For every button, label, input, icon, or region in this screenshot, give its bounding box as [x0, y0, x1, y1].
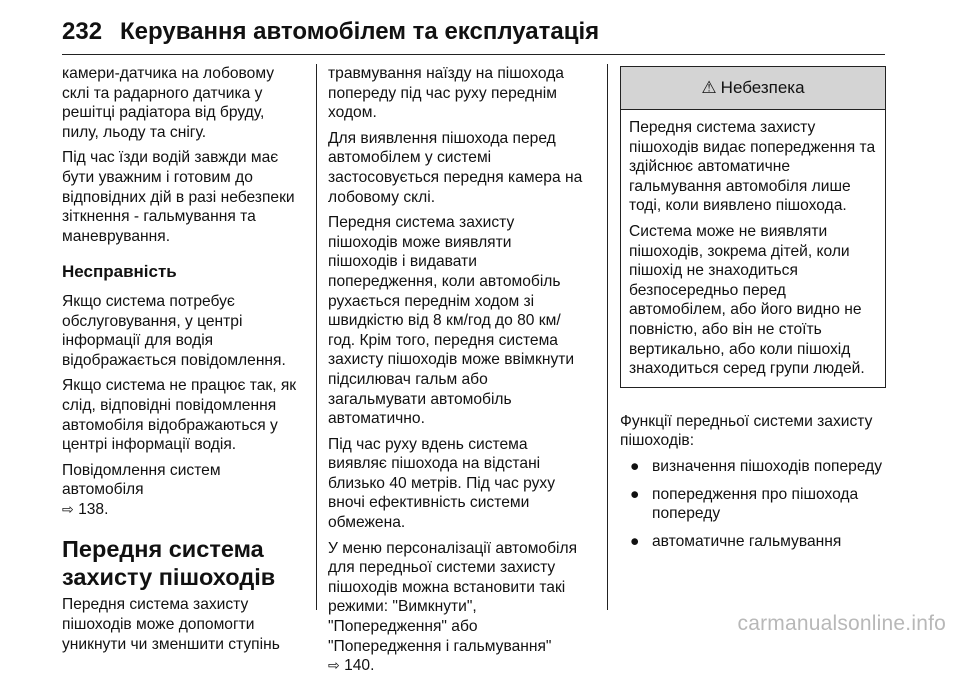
- page-number: 232: [62, 18, 103, 45]
- page-reference-arrow-icon: ⇨: [328, 657, 340, 674]
- warning-paragraph: Система може не виявляти пішоходів, зокрема дітей, коли пішохід не знаходиться безпосередньо перед автомобілем, або його видно не повністю, або він не стоїть вертикально, або коли пішохід знаходиться серед групи людей.: [629, 222, 865, 378]
- paragraph-with-reference: [328, 539, 584, 676]
- warning-header: [621, 67, 885, 110]
- paragraph-text: У меню персоналізації автомобіля для передньої системи захисту пішоходів можна встановити такі режими: "Вимкнути", "Попередження" або "Попередження і гальмування": [328, 539, 578, 655]
- bullet-icon: ●: [630, 532, 640, 550]
- column-left: [62, 64, 302, 660]
- paragraph-with-reference: [62, 461, 302, 520]
- section-heading-faults: Несправність: [62, 262, 177, 282]
- paragraph-text: Повідомлення систем автомобіля: [62, 461, 221, 499]
- column-divider: [316, 64, 317, 610]
- list-item: [620, 532, 886, 552]
- paragraph: Під час їзди водій завжди має бути уважним і готовим до відповідних дій в разі небезпеки зіткнення - гальмування та маневрування.: [62, 149, 295, 245]
- list-item-text: визначення пішоходів попереду: [652, 457, 883, 475]
- feature-list: [620, 457, 886, 551]
- bullet-icon: ●: [630, 457, 640, 475]
- column-right: [620, 64, 886, 559]
- paragraph: Функції передньої системи захисту пішоходів:: [620, 412, 873, 450]
- warning-body: [621, 110, 885, 387]
- page-reference-arrow-icon: ⇨: [62, 500, 74, 517]
- list-item: [620, 457, 886, 477]
- page-header: [62, 14, 885, 55]
- watermark: carmanualsonline.info: [737, 612, 946, 635]
- paragraph: Якщо система потребує обслуговування, у центрі інформації для водія відображається повідомлення.: [62, 292, 286, 369]
- paragraph: Передня система захисту пішоходів може виявляти пішоходів і видавати попередження, коли автомобіль рухається переднім ходом зі швидкістю від 8 км/год до 80 км/год. Крім того, передня система захисту пішоходів може ввімкнути підсилювач гальм або загальмувати автомобіль автоматично.: [328, 214, 575, 428]
- warning-title: Небезпека: [720, 78, 805, 98]
- list-item-text: попередження про пішохода попереду: [652, 485, 859, 523]
- bullet-icon: ●: [630, 485, 640, 503]
- column-divider: [607, 64, 608, 610]
- page-reference-link[interactable]: 140.: [344, 657, 375, 675]
- paragraph: травмування наїзду на пішохода попереду під час руху переднім ходом.: [328, 65, 564, 122]
- paragraph: камери-датчика на лобовому склі та радарного датчика у решітці радіатора від бруду, пилу, льоду та снігу.: [62, 65, 275, 141]
- paragraph: Для виявлення пішохода перед автомобілем у системі застосовується передня камера на лобовому склі.: [328, 129, 583, 206]
- warning-paragraph: Передня система захисту пішоходів видає попередження та здійснює автоматичне гальмування автомобіля лише тоді, коли виявлено пішохода.: [629, 119, 876, 215]
- warning-box: [620, 66, 886, 388]
- paragraph: Передня система захисту пішоходів може допомогти уникнути чи зменшити ступінь: [62, 596, 280, 653]
- section-heading-pedestrian-protection: Передня система захисту пішоходів: [62, 536, 276, 591]
- paragraph: Під час руху вдень система виявляє пішохода на відстані близько 40 метрів. Під час руху вночі ефективність системи обмежена.: [328, 435, 556, 532]
- warning-triangle-icon: ⚠: [701, 78, 717, 98]
- list-item-text: автоматичне гальмування: [652, 532, 842, 550]
- list-item: [620, 485, 886, 524]
- paragraph: Якщо система не працює так, як слід, відповідні повідомлення автомобіля відображаються у центрі інформації водія.: [62, 377, 297, 454]
- column-middle: [328, 64, 584, 682]
- page-reference-link[interactable]: 138.: [78, 500, 109, 518]
- running-title: Керування автомобілем та експлуатація: [120, 18, 600, 45]
